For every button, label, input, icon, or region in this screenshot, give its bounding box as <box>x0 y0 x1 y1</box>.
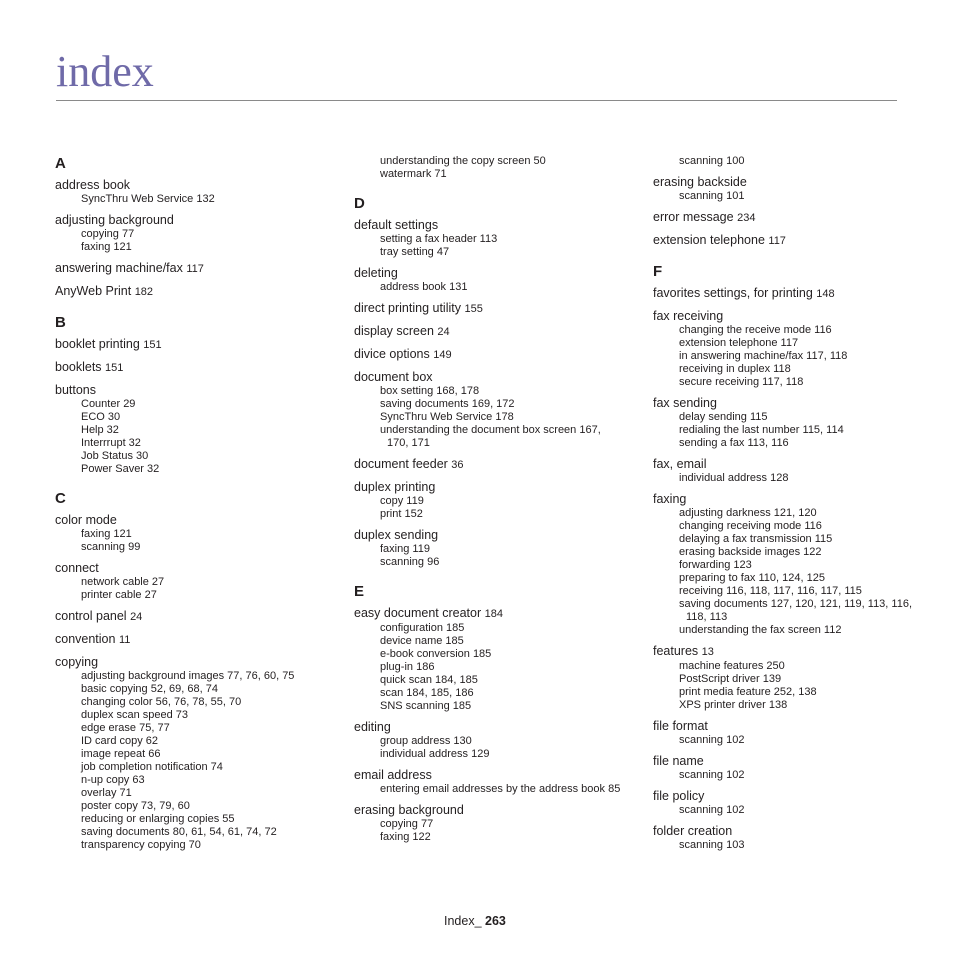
entry-term: error message <box>653 210 734 224</box>
subentry: delay sending 115 <box>679 411 768 423</box>
subentry: saving documents 80, 61, 54, 61, 74, 72 <box>81 826 277 838</box>
index-entry <box>653 209 923 226</box>
index-entry <box>354 217 624 259</box>
subentry: SyncThru Web Service 132 <box>81 193 215 205</box>
entry-pages: 13 <box>701 646 714 658</box>
entry-term: erasing backside <box>653 175 747 189</box>
subentry: saving documents 169, 172 <box>380 398 515 410</box>
index-entry <box>55 359 325 376</box>
entry-term: fax sending <box>653 396 717 410</box>
index-entry <box>354 369 624 450</box>
index-entry <box>354 323 624 340</box>
entry-term: booklets <box>55 360 102 374</box>
entry-term: favorites settings, for printing <box>653 286 813 300</box>
subentry: Job Status 30 <box>81 450 149 462</box>
index-entry <box>55 336 325 353</box>
subentry: Power Saver 32 <box>81 463 160 475</box>
entry-pages: 155 <box>464 303 483 315</box>
entry-term: buttons <box>55 383 97 397</box>
subentry: duplex scan speed 73 <box>81 709 189 721</box>
entry-term: default settings <box>354 218 439 232</box>
entry-term-line <box>55 359 325 376</box>
subentry: e-book conversion 185 <box>380 648 492 660</box>
entry-term: document feeder <box>354 457 448 471</box>
entry-term: fax, email <box>653 457 707 471</box>
entry-pages: 148 <box>816 288 835 300</box>
index-entry <box>653 491 923 637</box>
entry-term: address book <box>55 178 131 192</box>
subentry: scanning 103 <box>679 839 745 851</box>
index-section <box>354 155 624 181</box>
entry-term-line <box>354 527 624 543</box>
subentry: print media feature 252, 138 <box>679 686 817 698</box>
page-title: index <box>56 47 154 96</box>
subentry: ID card copy 62 <box>81 735 159 747</box>
entry-term-line <box>354 605 624 622</box>
index-entry <box>653 395 923 450</box>
entry-term-line <box>354 802 624 818</box>
subentry: group address 130 <box>380 735 472 747</box>
entry-term: file policy <box>653 789 705 803</box>
entry-term: display screen <box>354 324 434 338</box>
entry-term-line <box>653 395 923 411</box>
entry-term-line <box>55 654 325 670</box>
subentry: saving documents 127, 120, 121, 119, 113, 116, 118, 113 <box>679 598 913 623</box>
subentry: scanning 102 <box>679 769 745 781</box>
subentry: watermark 71 <box>380 168 447 180</box>
index-section <box>653 263 923 852</box>
entry-term: features <box>653 644 699 658</box>
index-entry <box>55 654 325 852</box>
entry-term-line <box>55 512 325 528</box>
index-entry <box>653 823 923 852</box>
subentry: receiving 116, 118, 117, 116, 117, 115 <box>679 585 862 597</box>
index-section <box>354 583 624 844</box>
index-entry <box>354 155 624 181</box>
entry-term: file format <box>653 719 708 733</box>
subentry: scanning 101 <box>679 190 745 202</box>
entry-term: booklet printing <box>55 337 140 351</box>
index-entry <box>354 300 624 317</box>
index-entry <box>653 643 923 712</box>
subentry: transparency copying 70 <box>81 839 201 851</box>
section-letter: D <box>354 195 365 212</box>
section-letter: A <box>55 155 66 172</box>
subentry: address book 131 <box>380 281 468 293</box>
footer-label: Index_ <box>444 914 482 928</box>
entry-pages: 182 <box>134 286 154 298</box>
index-entry <box>653 718 923 747</box>
section-letter: C <box>55 490 66 507</box>
subentry: sending a fax 113, 116 <box>679 437 789 449</box>
entry-term: easy document creator <box>354 606 482 620</box>
subentry: device name 185 <box>380 635 464 647</box>
index-entry <box>55 283 325 300</box>
index-entry <box>55 631 325 648</box>
subentry: forwarding 123 <box>679 559 752 571</box>
entry-term: divice options <box>354 347 430 361</box>
section-letter: B <box>55 314 66 331</box>
subentry: configuration 185 <box>380 622 465 634</box>
subentry: copying 77 <box>380 818 434 830</box>
entry-term-line <box>354 265 624 281</box>
subentry: scanning 102 <box>679 804 745 816</box>
entry-term: fax receiving <box>653 309 724 323</box>
subentry: faxing 119 <box>380 543 430 555</box>
index-section <box>55 314 325 476</box>
entry-term-line <box>354 719 624 735</box>
subentry: SNS scanning 185 <box>380 700 472 712</box>
index-section <box>354 195 624 569</box>
subentry: understanding the fax screen 112 <box>679 624 842 636</box>
subentry: changing the receive mode 116 <box>679 324 832 336</box>
entry-term-line <box>354 346 624 363</box>
entry-term-line <box>653 788 923 804</box>
subentry: understanding the document box screen 167, 170, 171 <box>380 424 601 449</box>
subentry: individual address 129 <box>380 748 490 760</box>
subentry: Counter 29 <box>81 398 136 410</box>
entry-term-line <box>653 285 923 302</box>
entry-term: extension telephone <box>653 233 765 247</box>
subentry: job completion notification 74 <box>81 761 223 773</box>
entry-term-line <box>55 336 325 353</box>
subentry: faxing 122 <box>380 831 431 843</box>
subentry: PostScript driver 139 <box>679 673 782 685</box>
subentry: copy 119 <box>380 495 424 507</box>
subentry: faxing 121 <box>81 528 132 540</box>
index-column-3 <box>653 155 923 852</box>
subentry: reducing or enlarging copies 55 <box>81 813 235 825</box>
subentry: secure receiving 117, 118 <box>679 376 804 388</box>
entry-term: convention <box>55 632 116 646</box>
index-column-2 <box>354 155 624 844</box>
page-number: 263 <box>485 914 506 928</box>
entry-term: AnyWeb Print <box>55 284 132 298</box>
entry-pages: 24 <box>437 326 450 338</box>
section-letter: E <box>354 583 365 600</box>
entry-pages: 151 <box>105 362 124 374</box>
entry-term-line <box>354 300 624 317</box>
entry-term: control panel <box>55 609 127 623</box>
index-entry <box>55 260 325 277</box>
index-entry <box>653 232 923 249</box>
index-entry <box>653 285 923 302</box>
entry-pages: 149 <box>433 349 452 361</box>
subentry: quick scan 184, 185 <box>380 674 478 686</box>
index-entry <box>354 767 624 796</box>
index-entry <box>55 608 325 625</box>
entry-term-line <box>653 753 923 769</box>
entry-term: answering machine/fax <box>55 261 183 275</box>
subentry: n-up copy 63 <box>81 774 145 786</box>
entry-term-line <box>354 479 624 495</box>
entry-pages: 151 <box>143 339 162 351</box>
subentry: Interrrupt 32 <box>81 437 141 449</box>
subentry: scanning 96 <box>380 556 440 568</box>
subentry: erasing backside images 122 <box>679 546 822 558</box>
entry-term: connect <box>55 561 99 575</box>
subentry: in answering machine/fax 117, 118 <box>679 350 848 362</box>
entry-pages: 184 <box>484 608 503 620</box>
entry-term-line <box>354 323 624 340</box>
subentry: changing receiving mode 116 <box>679 520 822 532</box>
index-entry <box>653 155 923 168</box>
index-entry <box>55 177 325 206</box>
subentry: machine features 250 <box>679 660 785 672</box>
subentry: XPS printer driver 138 <box>679 699 788 711</box>
entry-term: color mode <box>55 513 117 527</box>
entry-term: file name <box>653 754 704 768</box>
index-entry <box>354 346 624 363</box>
subentry: tray setting 47 <box>380 246 450 258</box>
entry-term: duplex sending <box>354 528 439 542</box>
subentry: setting a fax header 113 <box>380 233 498 245</box>
subentry: individual address 128 <box>679 472 789 484</box>
entry-term-line <box>653 823 923 839</box>
entry-term-line <box>653 232 923 249</box>
index-entry <box>354 802 624 844</box>
entry-term-line <box>354 217 624 233</box>
index-entry <box>354 719 624 761</box>
entry-term-line <box>354 369 624 385</box>
subentry: receiving in duplex 118 <box>679 363 791 375</box>
index-entry <box>55 512 325 554</box>
entry-term: duplex printing <box>354 480 436 494</box>
subentry: overlay 71 <box>81 787 132 799</box>
entry-term-line <box>653 456 923 472</box>
subentry: Help 32 <box>81 424 119 436</box>
subentry: copying 77 <box>81 228 135 240</box>
entry-term-line <box>653 174 923 190</box>
index-entry <box>354 456 624 473</box>
index-entry <box>653 456 923 485</box>
entry-pages: 117 <box>768 235 786 247</box>
index-entry <box>653 308 923 389</box>
entry-term: faxing <box>653 492 687 506</box>
subentry: edge erase 75, 77 <box>81 722 170 734</box>
entry-pages: 117 <box>186 263 204 275</box>
subentry: plug-in 186 <box>380 661 435 673</box>
subentry: extension telephone 117 <box>679 337 799 349</box>
subentry: basic copying 52, 69, 68, 74 <box>81 683 218 695</box>
entry-term: editing <box>354 720 391 734</box>
index-entry <box>55 560 325 602</box>
subentry: scanning 100 <box>679 155 745 167</box>
subentry: faxing 121 <box>81 241 132 253</box>
entry-term-line <box>55 283 325 300</box>
subentry: scan 184, 185, 186 <box>380 687 474 699</box>
index-section <box>653 155 923 249</box>
subentry: box setting 168, 178 <box>380 385 480 397</box>
entry-term-line <box>55 177 325 193</box>
entry-term-line <box>354 456 624 473</box>
index-entry <box>653 753 923 782</box>
subentry: network cable 27 <box>81 576 165 588</box>
entry-term-line <box>653 718 923 734</box>
subentry: poster copy 73, 79, 60 <box>81 800 190 812</box>
entry-term: document box <box>354 370 433 384</box>
index-entry <box>354 479 624 521</box>
entry-term-line <box>55 608 325 625</box>
entry-term: copying <box>55 655 99 669</box>
subentry: image repeat 66 <box>81 748 161 760</box>
subentry: redialing the last number 115, 114 <box>679 424 844 436</box>
subentry: scanning 102 <box>679 734 745 746</box>
title-rule <box>56 100 897 101</box>
index-section <box>55 490 325 852</box>
entry-term-line <box>55 560 325 576</box>
entry-term-line <box>653 491 923 507</box>
index-entry <box>354 265 624 294</box>
entry-term-line <box>55 260 325 277</box>
subentry: understanding the copy screen 50 <box>380 155 546 167</box>
entry-term: adjusting background <box>55 213 174 227</box>
entry-term: email address <box>354 768 432 782</box>
entry-term-line <box>653 308 923 324</box>
entry-pages: 234 <box>737 212 756 224</box>
subentry: adjusting background images 77, 76, 60, 75 <box>81 670 295 682</box>
entry-term-line <box>354 767 624 783</box>
entry-term-line <box>55 382 325 398</box>
index-column-1 <box>55 155 325 852</box>
section-letter: F <box>653 263 663 280</box>
subentry: scanning 99 <box>81 541 141 553</box>
subentry: adjusting darkness 121, 120 <box>679 507 817 519</box>
entry-term-line <box>55 631 325 648</box>
entry-term: erasing background <box>354 803 464 817</box>
index-entry <box>354 605 624 713</box>
index-section <box>55 155 325 300</box>
subentry: printer cable 27 <box>81 589 157 601</box>
page-footer <box>444 914 506 928</box>
entry-term-line <box>55 212 325 228</box>
index-entry <box>55 212 325 254</box>
entry-term-line <box>653 643 923 660</box>
entry-term: folder creation <box>653 824 733 838</box>
entry-pages: 11 <box>118 634 131 646</box>
subentry: entering email addresses by the address book 85 <box>380 783 621 795</box>
entry-term-line <box>653 209 923 226</box>
entry-term: deleting <box>354 266 398 280</box>
index-entry <box>354 527 624 569</box>
subentry: SyncThru Web Service 178 <box>380 411 514 423</box>
subentry: ECO 30 <box>81 411 121 423</box>
subentry: changing color 56, 76, 78, 55, 70 <box>81 696 242 708</box>
index-entry <box>55 382 325 476</box>
index-entry <box>653 788 923 817</box>
index-entry <box>653 174 923 203</box>
entry-term: direct printing utility <box>354 301 461 315</box>
subentry: preparing to fax 110, 124, 125 <box>679 572 825 584</box>
entry-pages: 24 <box>130 611 143 623</box>
entry-pages: 36 <box>451 459 464 471</box>
subentry: print 152 <box>380 508 423 520</box>
subentry: delaying a fax transmission 115 <box>679 533 833 545</box>
